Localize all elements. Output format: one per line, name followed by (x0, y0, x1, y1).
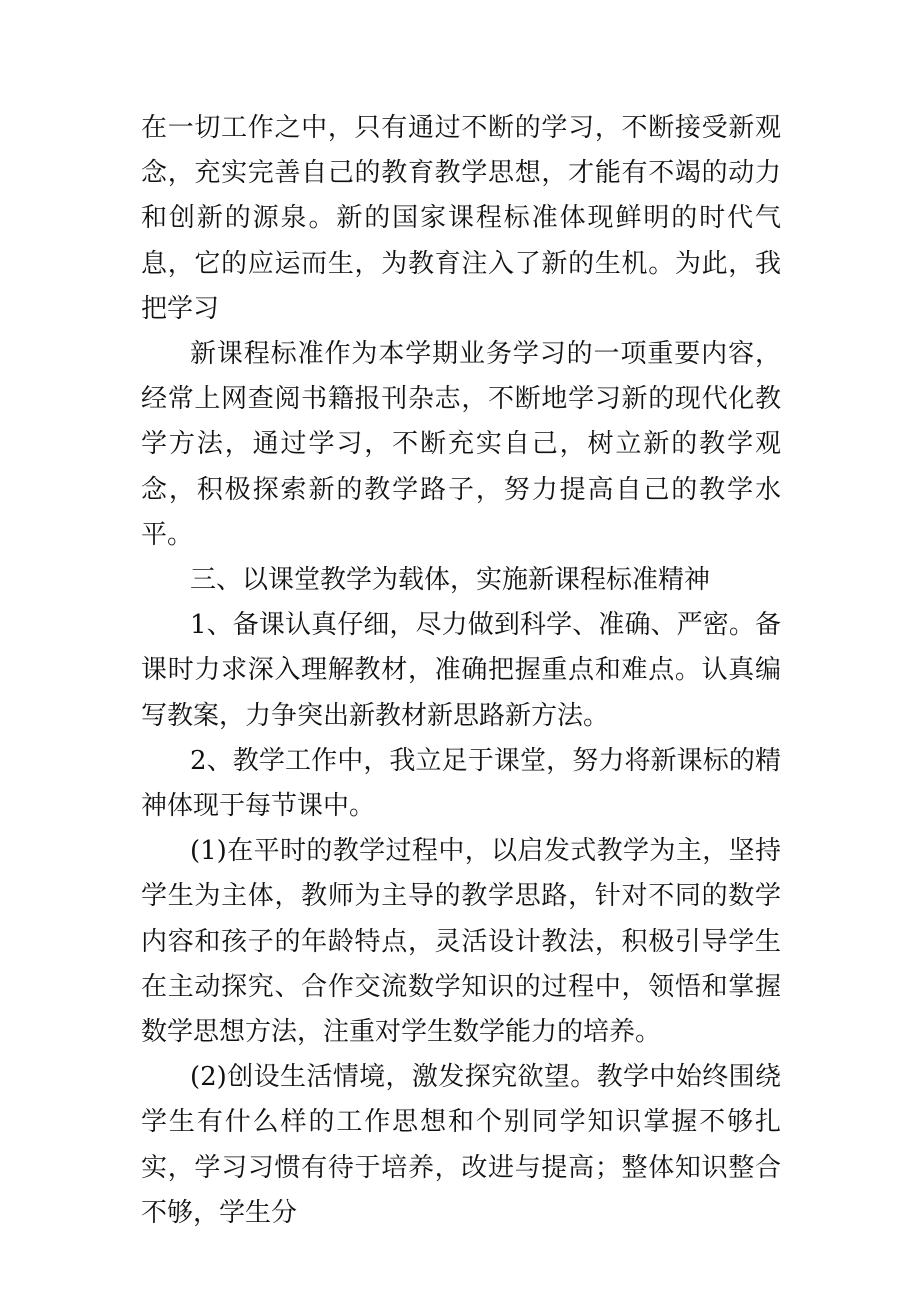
document-body (141, 106, 781, 1236)
paragraph-6: (1)在平时的教学过程中，以启发式教学为主，坚持学生为主体，教师为主导的教学思路，针对不同的数学内容和孩子的年龄特点，灵活设计教法，积极引导学生在主动探究、合作交流数学知识的过程中，领悟和掌握数学思想方法，注重对学生数学能力的培养。 (141, 836, 781, 1048)
paragraph-7: (2)创设生活情境，激发探究欲望。教学中始终围绕学生有什么样的工作思想和个别同学知识掌握不够扎实，学习习惯有待于培养，改进与提高；整体知识整合不够，学生分 (141, 1062, 781, 1228)
paragraph-4: 1、备课认真仔细，尽力做到科学、准确、严密。备课时力求深入理解教材，准确把握重点和难点。认真编写教案，力争突出新教材新思路新方法。 (141, 610, 781, 731)
paragraph-5: 2、教学工作中，我立足于课堂，努力将新课标的精神体现于每节课中。 (141, 745, 781, 822)
paragraph-2: 新课程标准作为本学期业务学习的一项重要内容，经常上网查阅书籍报刊杂志，不断地学习新的现代化教学方法，通过学习，不断充实自己，树立新的教学观念，积极探索新的教学路子，努力提高自己的教学水平。 (141, 339, 781, 550)
section-heading-3: 三、以课堂教学为载体，实施新课程标准精神 (190, 565, 711, 596)
paragraph-1: 在一切工作之中，只有通过不断的学习，不断接受新观念，充实完善自己的教育教学思想，才能有不竭的动力和创新的源泉。新的国家课程标准体现鲜明的时代气息，它的应运而生，为教育注入了新的生机。为此，我把学习 (141, 113, 781, 324)
